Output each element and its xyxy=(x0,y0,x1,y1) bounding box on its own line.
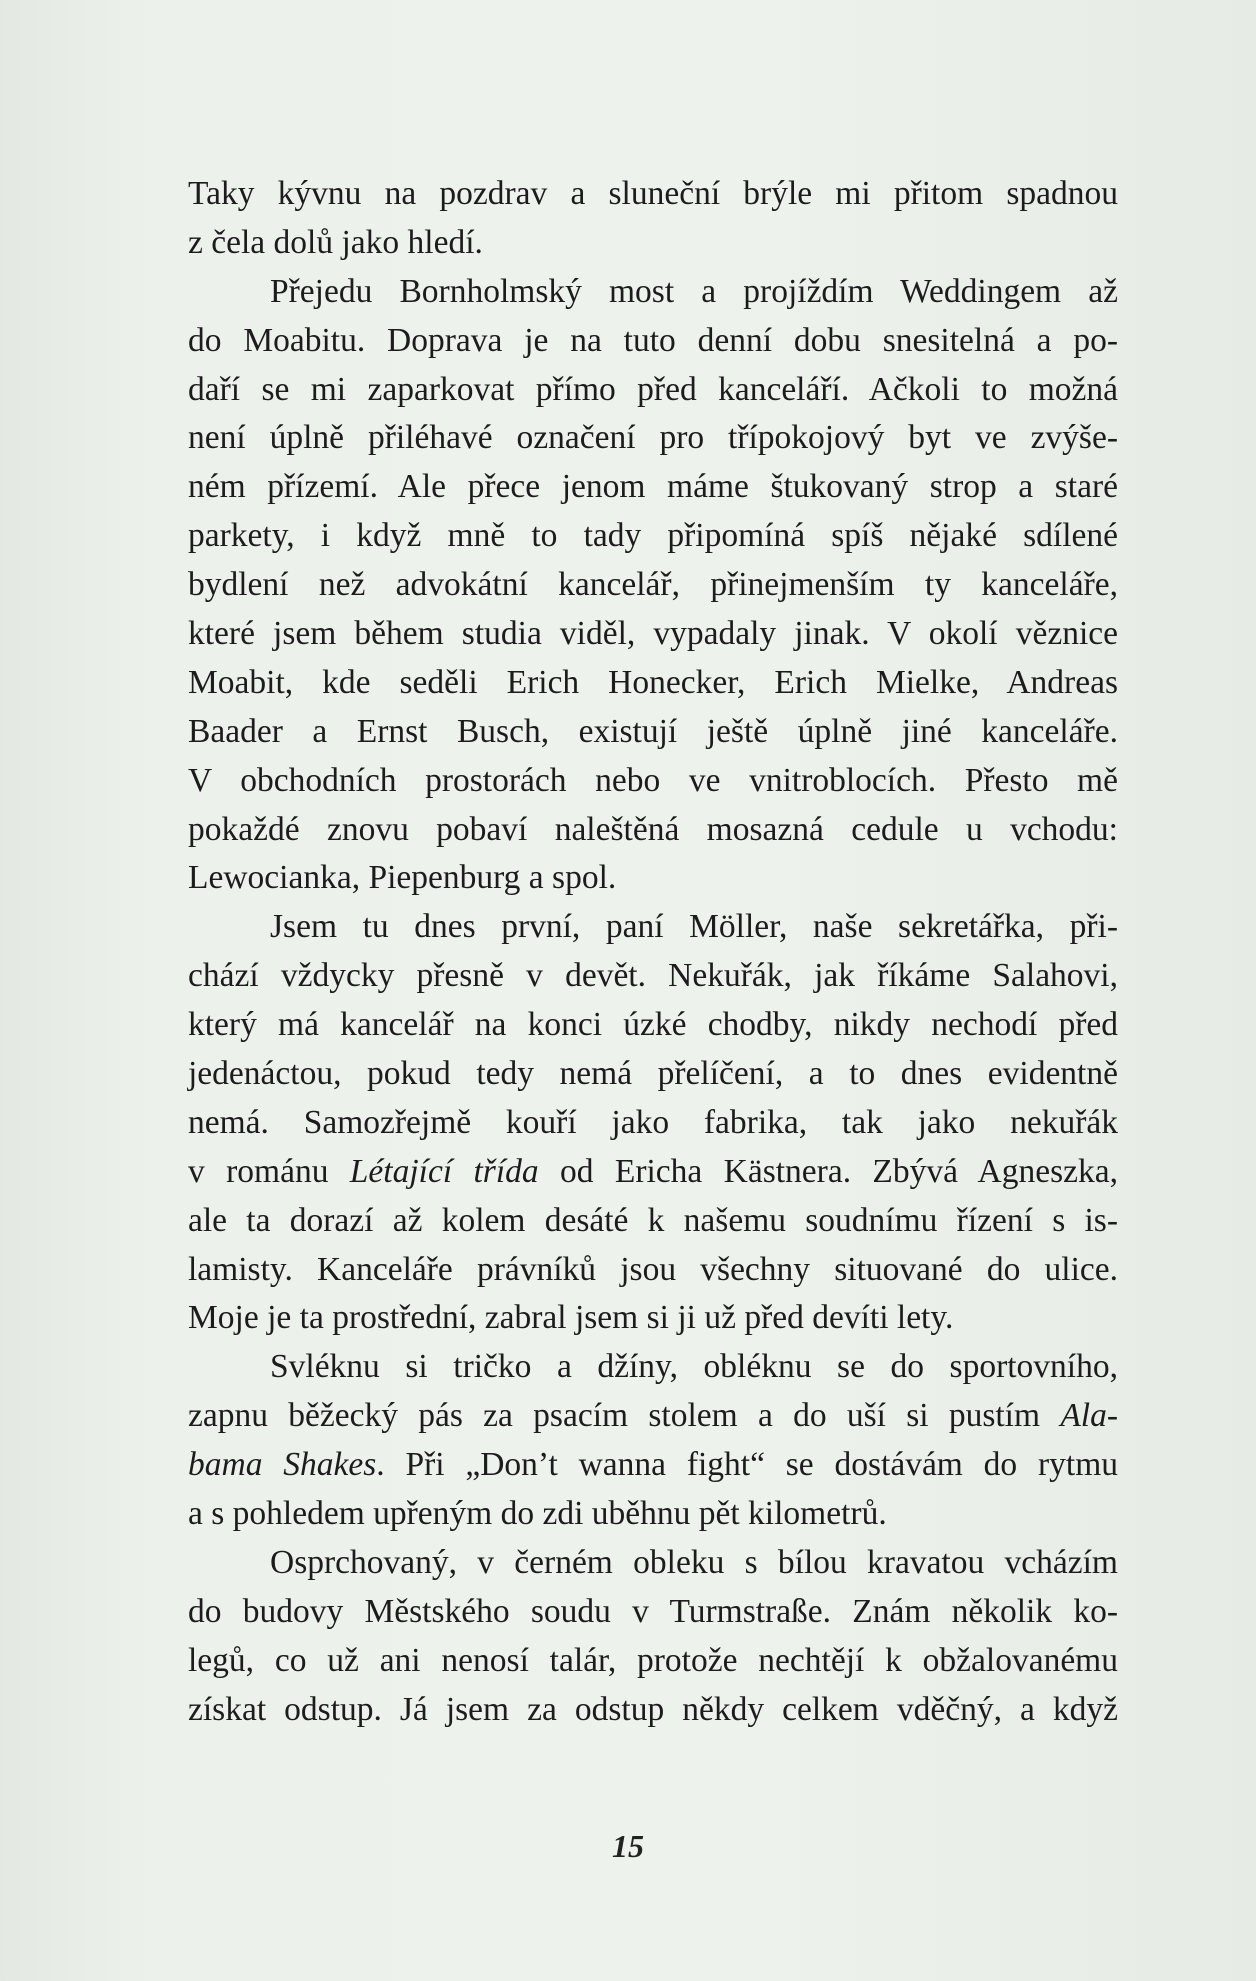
text-line: do budovy Městského soudu v Turmstraße. Znám několik ko- xyxy=(188,1592,1118,1630)
text-line: Jsem tu dnes první, paní Möller, naše sekretářka, při- xyxy=(270,908,1118,946)
text-line: Taky kývnu na pozdrav a sluneční brýle mi přitom spadnou xyxy=(188,175,1118,212)
text-segment: v románu xyxy=(188,1152,350,1190)
text-line: z čela dolů jako hledí. xyxy=(188,223,483,261)
text-line: jedenáctou, pokud tedy nemá přelíčení, a to dnes evidentně xyxy=(188,1055,1118,1093)
text-line: a s pohledem upřeným do zdi uběhnu pět kilometrů. xyxy=(188,1495,887,1533)
text-line: který má kancelář na konci úzké chodby, nikdy nechodí před xyxy=(188,1006,1118,1044)
text-line: V obchodních prostorách nebo ve vnitroblocích. Přesto mě xyxy=(188,761,1118,799)
text-segment: . Při „Don’t wanna fight“ se dostávám do rytmu xyxy=(376,1446,1118,1484)
text-line: Moje je ta prostřední, zabral jsem si ji už před devíti lety. xyxy=(188,1299,954,1337)
italic-title: bama Shakes xyxy=(188,1446,377,1484)
text-line: Moabit, kde seděli Erich Honecker, Erich Mielke, Andreas xyxy=(188,663,1118,701)
text-line: získat odstup. Já jsem za odstup někdy celkem vděčný, a když xyxy=(188,1690,1118,1728)
text-line: ném přízemí. Ale přece jenom máme štukovaný strop a staré xyxy=(188,468,1118,506)
text-line: daří se mi zaparkovat přímo před kanceláří. Ačkoli to možná xyxy=(188,370,1118,408)
text-line: není úplně přiléhavé označení pro třípokojový byt ve zvýše- xyxy=(188,419,1118,457)
text-line: ale ta dorazí až kolem desáté k našemu soudnímu řízení s is- xyxy=(188,1201,1118,1239)
text-line: Osprchovaný, v černém obleku s bílou kravatou vcházím xyxy=(270,1543,1118,1581)
body-text xyxy=(188,170,1118,1735)
page-number: 15 xyxy=(612,1828,644,1864)
italic-title: Létající třída xyxy=(349,1152,539,1190)
text-segment: zapnu běžecký pás za psacím stolem a do uší si pustím xyxy=(188,1397,1061,1435)
text-segment: od Ericha Kästnera. Zbývá Agneszka, xyxy=(538,1152,1118,1190)
text-line xyxy=(188,1392,1118,1441)
text-line: parkety, i když mně to tady připomíná spíš nějaké sdílené xyxy=(188,517,1118,555)
text-line: pokaždé znovu pobaví naleštěná mosazná cedule u vchodu: xyxy=(188,810,1118,848)
text-line: Přejedu Bornholmský most a projíždím Weddingem až xyxy=(270,272,1118,310)
text-line: do Moabitu. Doprava je na tuto denní dobu snesitelná a po- xyxy=(188,321,1118,359)
text-line: nemá. Samozřejmě kouří jako fabrika, tak jako nekuřák xyxy=(188,1103,1118,1141)
italic-title: Ala- xyxy=(1060,1397,1118,1435)
text-line: chází vždycky přesně v devět. Nekuřák, jak říkáme Salahovi, xyxy=(188,957,1118,995)
text-line xyxy=(188,1441,1118,1490)
text-line: které jsem během studia viděl, vypadaly jinak. V okolí věznice xyxy=(188,615,1118,653)
text-line: Baader a Ernst Busch, existují ještě úplně jiné kanceláře. xyxy=(188,712,1118,750)
text-line: Lewocianka, Piepenburg a spol. xyxy=(188,859,617,897)
text-line: lamisty. Kanceláře právníků jsou všechny situované do ulice. xyxy=(188,1250,1118,1288)
text-line: bydlení než advokátní kancelář, přinejmenším ty kanceláře, xyxy=(188,566,1118,604)
text-line: legů, co už ani nenosí talár, protože nechtějí k obžalovanému xyxy=(188,1641,1118,1679)
text-line xyxy=(188,1148,1118,1197)
text-line: Svléknu si tričko a džíny, obléknu se do sportovního, xyxy=(270,1348,1118,1386)
